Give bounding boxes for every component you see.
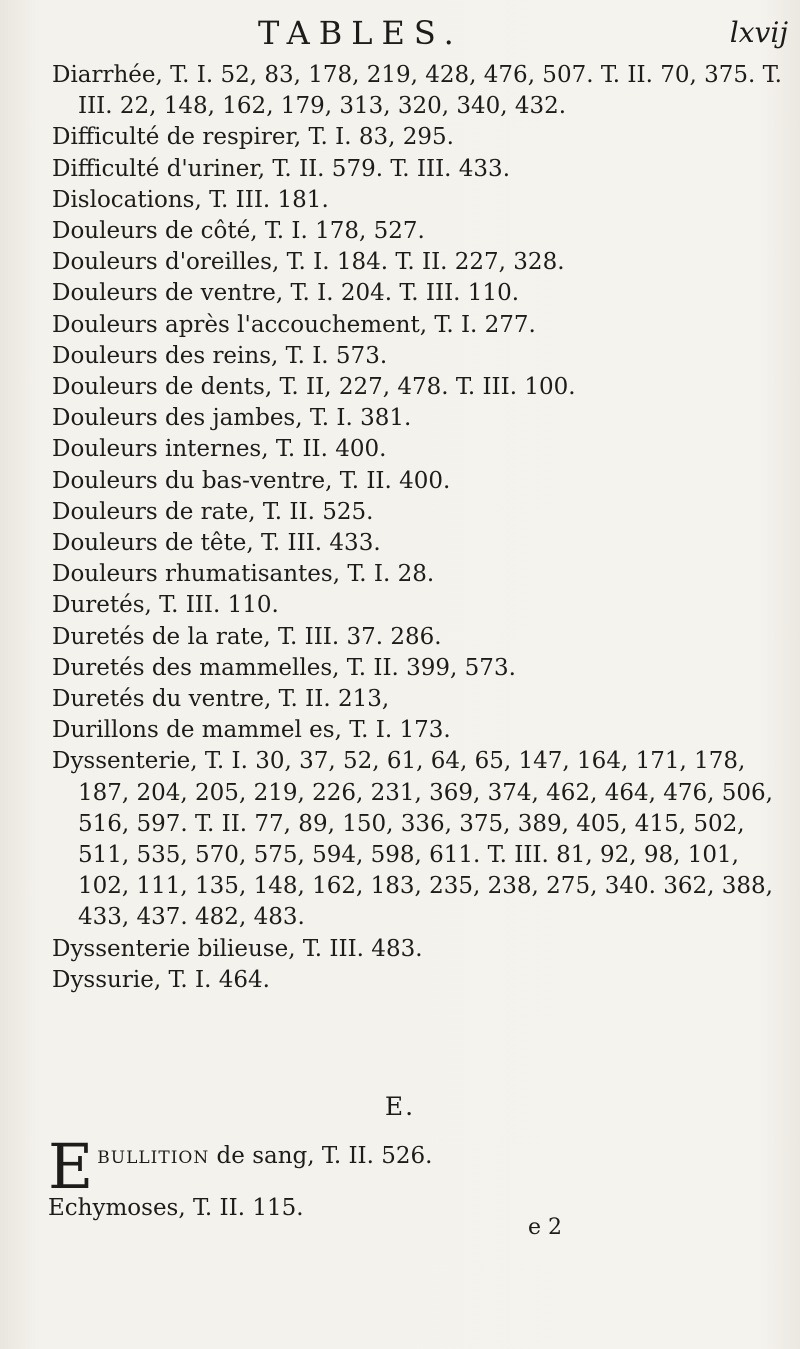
index-entry: Dislocations, T. III. 181.: [52, 186, 329, 213]
page-header: [0, 14, 800, 54]
index-entry: Duretés du ventre, T. II. 213,: [52, 686, 390, 713]
section-heading: E.: [384, 1092, 416, 1121]
page-number: lxvij: [729, 16, 788, 49]
index-entry: Douleurs de rate, T. II. 525.: [52, 498, 374, 525]
index-entry: Douleurs des jambes, T. I. 381.: [52, 405, 412, 432]
running-title: TABLES.: [258, 14, 463, 52]
index-entry: Douleurs après l'accouchement, T. I. 277.: [52, 311, 536, 338]
index-entry: Difficulté d'uriner, T. II. 579. T. III. 433.: [52, 155, 511, 182]
index-entry: Difficulté de respirer, T. I. 83, 295.: [52, 124, 454, 151]
index-entry: Douleurs rhumatisantes, T. I. 28.: [52, 561, 435, 588]
index-entry: Diarrhée, T. I. 52, 83, 178, 219, 428, 476, 507. T. II. 70, 375. T. III. 22, 148, 162, 179, 313, 320, 340, 432.: [52, 62, 782, 120]
index-entry: Durillons de mammel es, T. I. 173.: [52, 717, 451, 744]
index-entry: Douleurs d'oreilles, T. I. 184. T. II. 227, 328.: [52, 249, 565, 276]
index-entry: Douleurs des reins, T. I. 573.: [52, 342, 388, 369]
index-entry: Douleurs de ventre, T. I. 204. T. III. 110.: [52, 280, 520, 307]
index-entries-e: [48, 1130, 783, 1225]
index-entry: Duretés, T. III. 110.: [52, 592, 279, 619]
index-entry: [48, 1130, 783, 1203]
drop-cap: E: [48, 1130, 94, 1203]
index-entries-d: [52, 60, 787, 996]
index-entry: Duretés des mammelles, T. II. 399, 573.: [52, 654, 516, 681]
index-entry: Douleurs internes, T. II. 400.: [52, 436, 387, 463]
index-entry: Douleurs de tête, T. III. 433.: [52, 530, 381, 557]
entry-text: de sang, T. II. 526.: [209, 1143, 433, 1169]
index-entry: Dyssenterie, T. I. 30, 37, 52, 61, 64, 65, 147, 164, 171, 178, 187, 204, 205, 219, 226, 231, 369, 374, 462, 464, 476, 506, 516, 597. T. II. 77, 89, 150, 336, 375, 389, 405, 415, 502, 511, 535, 570, 575, 594, 598, 611. T. III. 81, 92, 98, 101, 102, 111, 135, 148, 162, 183, 235, 238, 275, 340. 362, 388, 433, 437. 482, 483.: [52, 748, 773, 931]
signature-mark: e 2: [528, 1215, 563, 1240]
small-caps-word: BULLITION: [97, 1148, 210, 1168]
index-entry: Douleurs de dents, T. II, 227, 478. T. III. 100.: [52, 374, 576, 401]
index-entry: Douleurs de côté, T. I. 178, 527.: [52, 218, 425, 245]
index-entry: Dyssenterie bilieuse, T. III. 483.: [52, 935, 423, 962]
index-entry: Douleurs du bas-ventre, T. II. 400.: [52, 467, 451, 494]
index-entry: Echymoses, T. II. 115.: [48, 1195, 304, 1221]
index-entry: Dyssurie, T. I. 464.: [52, 966, 270, 993]
index-entry: Duretés de la rate, T. III. 37. 286.: [52, 623, 442, 650]
